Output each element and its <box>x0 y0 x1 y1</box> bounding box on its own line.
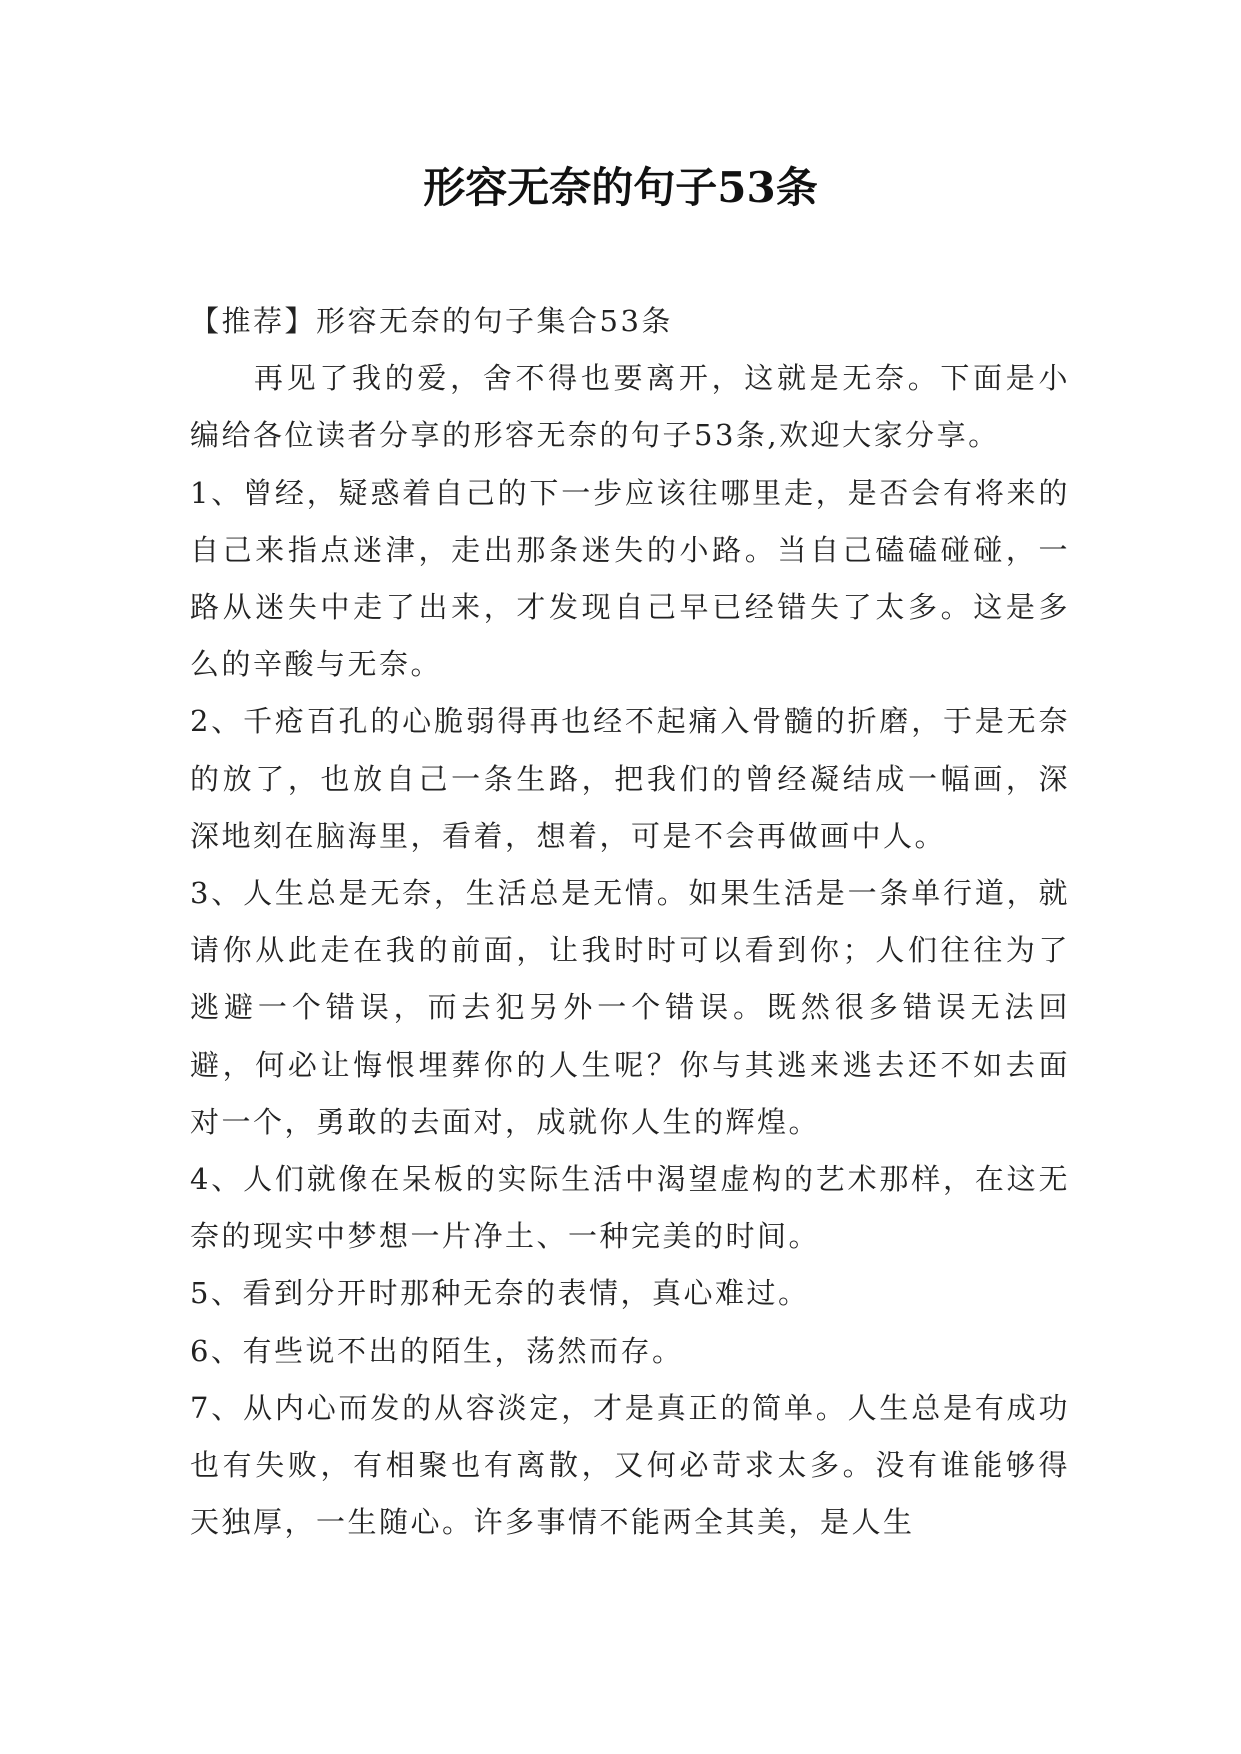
paragraph: 6、有些说不出的陌生，荡然而存。 <box>190 1333 684 1368</box>
paragraph: 再见了我的爱，舍不得也要离开，这就是无奈。下面是小编给各位读者分享的形容无奈的句子53条,欢迎大家分享。 <box>190 361 1070 453</box>
paragraph: 2、千疮百孔的心脆弱得再也经不起痛入骨髓的折磨，于是无奈的放了，也放自己一条生路，把我们的曾经凝结成一幅画，深深地刻在脑海里，看着，想着，可是不会再做画中人。 <box>190 704 1070 853</box>
document-body <box>190 293 1070 1551</box>
paragraph: 【推荐】形容无奈的句子集合53条 <box>190 304 673 338</box>
paragraph: 7、从内心而发的从容淡定，才是真正的简单。人生总是有成功也有失败，有相聚也有离散，又何必苛求太多。没有谁能够得天独厚，一生随心。许多事情不能两全其美，是人生 <box>190 1390 1070 1540</box>
document-title: 形容无奈的句子53条 <box>423 163 818 212</box>
paragraph: 4、人们就像在呆板的实际生活中渴望虚构的艺术那样，在这无奈的现实中梦想一片净土、一种完美的时间。 <box>190 1162 1070 1254</box>
paragraph: 1、曾经，疑惑着自己的下一步应该往哪里走，是否会有将来的自己来指点迷津，走出那条迷失的小路。当自己磕磕碰碰，一路从迷失中走了出来，才发现自己早已经错失了太多。这是多么的辛酸与无奈。 <box>190 475 1070 682</box>
paragraph: 5、看到分开时那种无奈的表情，真心难过。 <box>190 1276 810 1311</box>
paragraph: 3、人生总是无奈，生活总是无情。如果生活是一条单行道，就请你从此走在我的前面，让我时时可以看到你；人们往往为了逃避一个错误，而去犯另外一个错误。既然很多错误无法回避，何必让悔恨埋葬你的人生呢？你与其逃来逃去还不如去面对一个，勇敢的去面对，成就你人生的辉煌。 <box>190 876 1070 1139</box>
